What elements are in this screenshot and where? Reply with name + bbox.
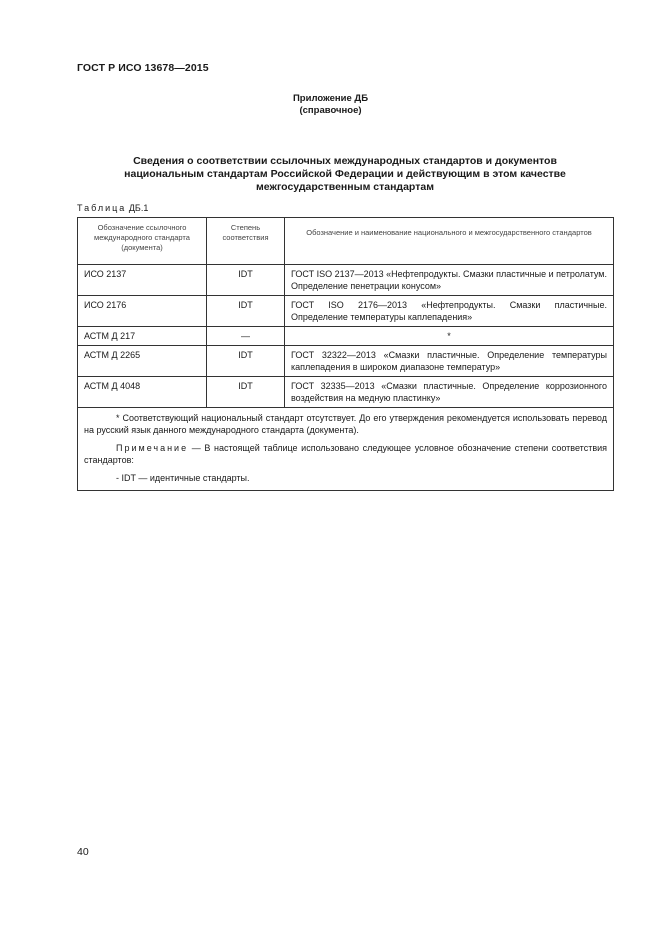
cell-ref: ИСО 2137 bbox=[78, 265, 207, 296]
table-row bbox=[78, 296, 614, 327]
document-header: ГОСТ Р ИСО 13678—2015 bbox=[77, 62, 209, 74]
table-row bbox=[78, 327, 614, 346]
standards-table bbox=[77, 217, 614, 491]
table-footnote-row bbox=[78, 408, 614, 491]
cell-ref: АСТМ Д 217 bbox=[78, 327, 207, 346]
cell-national: ГОСТ 32335—2013 «Смазки пластичные. Определение коррозионного воздействия на медную пластинку» bbox=[285, 377, 614, 408]
cell-degree: IDT bbox=[207, 377, 285, 408]
section-heading bbox=[77, 155, 613, 194]
heading-line-3: межгосударственным стандартам bbox=[256, 181, 434, 193]
table-row bbox=[78, 377, 614, 408]
heading-line-2: национальным стандартам Российской Федерации и действующим в этом качестве bbox=[124, 168, 566, 180]
page-number: 40 bbox=[77, 846, 89, 858]
header-ref: Обозначение ссылочного международного стандарта (документа) bbox=[78, 218, 207, 265]
cell-national: * bbox=[285, 327, 614, 346]
annex-title: Приложение ДБ bbox=[292, 93, 369, 104]
cell-degree: IDT bbox=[207, 296, 285, 327]
table-header-row bbox=[78, 218, 614, 265]
note-text: — В настоящей таблице использовано следующее условное обозначение степени соответствия стандартов: bbox=[84, 443, 607, 465]
table-label bbox=[77, 203, 148, 213]
legend-text: - IDT — идентичные стандарты. bbox=[116, 473, 250, 483]
header-national: Обозначение и наименование национального и межгосударственного стандартов bbox=[285, 218, 614, 265]
cell-national: ГОСТ ISO 2137—2013 «Нефтепродукты. Смазки пластичные и петролатум. Определение пенетрации конусом» bbox=[285, 265, 614, 296]
cell-degree: IDT bbox=[207, 346, 285, 377]
cell-ref: АСТМ Д 4048 bbox=[78, 377, 207, 408]
footnote-cell bbox=[78, 408, 614, 491]
heading-line-1: Сведения о соответствии ссылочных международных стандартов и документов bbox=[133, 155, 557, 167]
cell-ref: ИСО 2176 bbox=[78, 296, 207, 327]
cell-ref: АСТМ Д 2265 bbox=[78, 346, 207, 377]
table-label-number: ДБ.1 bbox=[128, 203, 149, 213]
header-degree: Степень соответствия bbox=[207, 218, 285, 265]
table-row bbox=[78, 265, 614, 296]
annex-block bbox=[0, 93, 661, 117]
cell-national: ГОСТ 32322—2013 «Смазки пластичные. Определение температуры каплепадения в широком диапазоне температур» bbox=[285, 346, 614, 377]
cell-degree: IDT bbox=[207, 265, 285, 296]
cell-national: ГОСТ ISO 2176—2013 «Нефтепродукты. Смазки пластичные. Определение температуры каплепадения» bbox=[285, 296, 614, 327]
note-label: Примечание bbox=[116, 443, 189, 453]
annex-type: (справочное) bbox=[299, 105, 362, 116]
table-row bbox=[78, 346, 614, 377]
note-paragraph bbox=[84, 442, 607, 466]
table-label-prefix: Таблица bbox=[77, 203, 127, 213]
cell-degree: — bbox=[207, 327, 285, 346]
footnote-text: * Соответствующий национальный стандарт отсутствует. До его утверждения рекомендуется использовать перевод на русский язык данного международного стандарта (документа). bbox=[84, 413, 607, 435]
